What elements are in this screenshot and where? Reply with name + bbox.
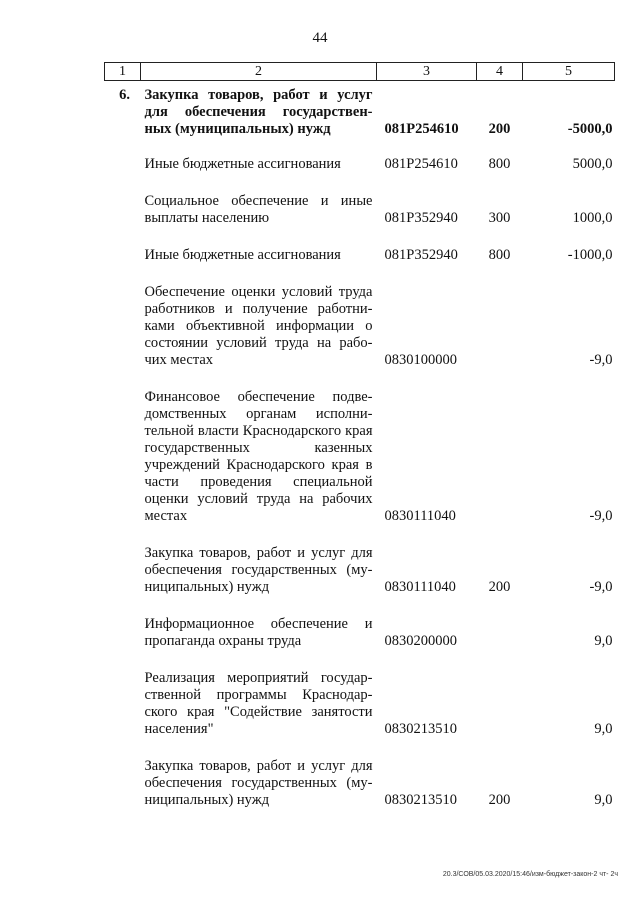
row-number: 6.	[119, 87, 130, 103]
row-name: Социальное обеспечение и иные выплаты населению	[144, 193, 373, 226]
row-number	[105, 156, 141, 173]
row-name: Обеспечение оценки условий труда работников и получение работни-ками объективной информации о состоянии условий труда на рабо-чих местах	[144, 284, 373, 368]
table-row	[105, 284, 615, 369]
row-expense-type: 200	[488, 579, 511, 595]
row-spacer	[105, 227, 615, 247]
row-expense-type: 800	[488, 156, 511, 172]
row-amount: -9,0	[589, 508, 613, 524]
row-name: Иные бюджетные ассигнования	[144, 247, 341, 263]
page-number: 44	[312, 30, 328, 46]
row-expense-type: 300	[488, 210, 511, 226]
row-expense-type	[477, 616, 523, 650]
header-cell-3: 3	[377, 63, 477, 81]
row-code: 0830200000	[384, 633, 457, 649]
row-name: Информационное обеспечение и пропаганда охраны труда	[144, 616, 373, 649]
row-expense-type	[477, 389, 523, 525]
footer-document-id: 20.3/СОВ/05.03.2020/15:46/изм-бюджет-закон-2 чт- 2ч	[442, 871, 618, 878]
table-row	[105, 247, 615, 264]
row-expense-type	[477, 670, 523, 738]
row-number	[105, 758, 141, 809]
row-expense-type	[477, 284, 523, 369]
row-number	[105, 545, 141, 596]
budget-table	[104, 62, 615, 809]
row-spacer	[105, 173, 615, 193]
row-code: 081P254610	[384, 121, 459, 137]
row-code: 0830213510	[384, 792, 457, 808]
row-number	[105, 389, 141, 525]
table-row	[105, 670, 615, 738]
header-cell-4: 4	[477, 63, 523, 81]
row-name: Закупка товаров, работ и услуг для обеспечения государствен-ных (муниципальных) нужд	[144, 87, 373, 137]
row-number	[105, 247, 141, 264]
row-amount: 5000,0	[572, 156, 613, 172]
row-expense-type: 800	[488, 247, 511, 263]
row-number	[105, 616, 141, 650]
row-code: 0830100000	[384, 352, 457, 368]
row-amount: -9,0	[589, 579, 613, 595]
table-row	[105, 616, 615, 650]
row-expense-type: 200	[488, 792, 511, 808]
row-amount: 1000,0	[572, 210, 613, 226]
table-row	[105, 389, 615, 525]
row-code: 0830111040	[384, 508, 456, 524]
row-name: Закупка товаров, работ и услуг для обеспечения государственных (му-ниципальных) нужд	[144, 758, 373, 808]
row-number	[105, 670, 141, 738]
row-code: 081P352940	[384, 247, 458, 263]
row-number	[105, 284, 141, 369]
row-expense-type: 200	[488, 121, 511, 137]
row-code: 081P254610	[384, 156, 458, 172]
row-code: 0830111040	[384, 579, 456, 595]
row-spacer	[105, 369, 615, 389]
row-name: Финансовое обеспечение подве-домственных органам исполни-тельной власти Краснодарского края государственных казенных учреждений Краснодарского края в части проведения специальной оценки условий труда на рабочих местах	[144, 389, 373, 524]
row-amount: -5000,0	[567, 121, 613, 137]
table-row	[105, 156, 615, 173]
row-name: Иные бюджетные ассигнования	[144, 156, 341, 172]
row-amount: 9,0	[594, 721, 613, 737]
row-spacer	[105, 525, 615, 545]
row-spacer	[105, 738, 615, 758]
row-code: 081P352940	[384, 210, 458, 226]
row-name: Закупка товаров, работ и услуг для обеспечения государственных (му-ниципальных) нужд	[144, 545, 373, 595]
table-header-row	[105, 63, 615, 81]
header-cell-2: 2	[141, 63, 377, 81]
header-cell-1: 1	[105, 63, 141, 81]
table-row	[105, 545, 615, 596]
row-amount: 9,0	[594, 792, 613, 808]
row-amount: -9,0	[589, 352, 613, 368]
table-row	[105, 87, 615, 138]
row-amount: 9,0	[594, 633, 613, 649]
table-row	[105, 758, 615, 809]
row-spacer	[105, 596, 615, 616]
row-code: 0830213510	[384, 721, 457, 737]
row-spacer	[105, 138, 615, 156]
header-cell-5: 5	[523, 63, 615, 81]
table-row	[105, 193, 615, 227]
row-name: Реализация мероприятий государ-ственной программы Краснодар-ского края "Содействие занятости населения"	[144, 670, 373, 737]
row-amount: -1000,0	[567, 247, 613, 263]
row-number	[105, 193, 141, 227]
row-spacer	[105, 650, 615, 670]
row-spacer	[105, 264, 615, 284]
